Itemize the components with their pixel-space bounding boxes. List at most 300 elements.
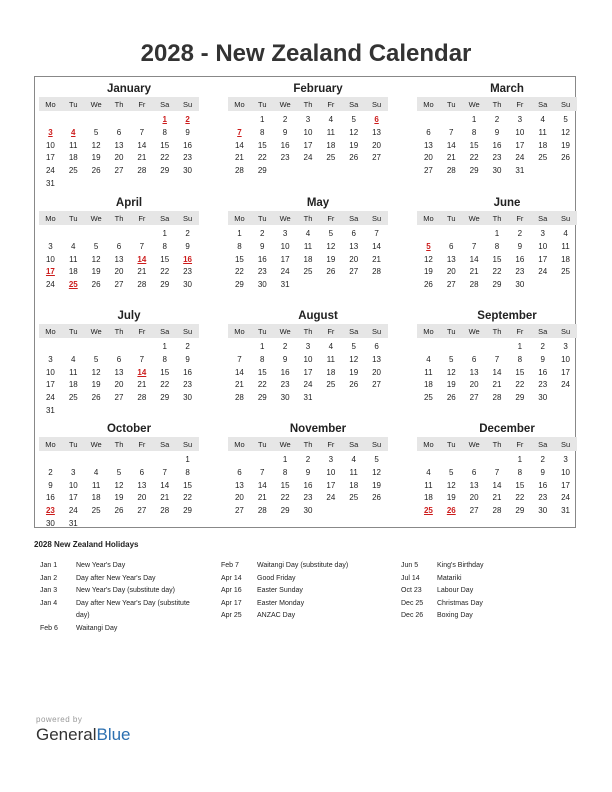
weekday-header [417, 324, 577, 338]
day-cell: 21 [234, 153, 244, 163]
empty-cell [417, 454, 440, 467]
day-cell: 17 [303, 140, 313, 150]
empty-cell [440, 454, 463, 467]
weekday-label: We [468, 439, 480, 449]
holiday-name: New Year's Day (substitute day) [76, 587, 175, 594]
day-cell: 22 [257, 380, 267, 390]
holiday-date-label: Oct 23 [401, 587, 422, 594]
day-cell: 13 [372, 354, 382, 364]
weekday-label: Mo [234, 439, 245, 449]
day-cell: 3 [517, 115, 523, 124]
day-cell: 18 [326, 367, 336, 377]
day-cell: 18 [561, 254, 571, 264]
day-grid [417, 341, 577, 405]
holiday-row [40, 623, 201, 636]
day-cell: 15 [257, 140, 267, 150]
holiday-date: 1 [162, 115, 167, 124]
day-cell: 3 [305, 115, 311, 124]
day-cell: 15 [234, 254, 244, 264]
day-cell: 2 [282, 115, 288, 124]
holiday-date-label: Jan 2 [40, 574, 58, 582]
day-cell: 24 [561, 380, 571, 390]
day-cell: 9 [282, 354, 288, 364]
empty-cell [62, 454, 85, 467]
holiday-row [40, 585, 201, 598]
day-cell: 25 [561, 267, 571, 277]
holiday-name: Christmas Day [437, 599, 483, 607]
weekday-label: Su [560, 439, 571, 449]
holiday-date-label: Apr 25 [221, 612, 242, 619]
day-cell: 10 [538, 241, 548, 251]
day-cell: 20 [469, 380, 479, 390]
weekday-label: Sa [538, 326, 548, 336]
day-cell: 24 [303, 380, 313, 390]
holiday-date-label: Jan 1 [40, 562, 58, 569]
day-cell: 14 [446, 140, 456, 150]
holiday-column [401, 560, 562, 623]
holiday-row [40, 573, 201, 586]
day-cell: 3 [305, 342, 311, 351]
holiday-date: 17 [45, 267, 55, 277]
weekday-label: Sa [160, 213, 170, 223]
empty-cell [62, 341, 85, 354]
day-cell: 10 [303, 354, 313, 364]
day-grid [39, 114, 199, 191]
day-cell: 3 [328, 455, 334, 464]
weekday-label: Fr [327, 439, 335, 449]
weekday-label: Sa [538, 213, 548, 223]
day-cell: 2 [260, 229, 265, 238]
day-cell: 8 [494, 241, 500, 251]
day-cell: 13 [114, 367, 124, 377]
holiday-row [221, 598, 382, 611]
holiday-row [40, 560, 201, 573]
day-cell: 9 [282, 127, 288, 137]
weekday-label: Sa [349, 99, 359, 109]
weekday-label: Su [182, 213, 193, 223]
day-cell: 9 [540, 354, 545, 364]
holiday-name: Good Friday [257, 574, 296, 582]
day-cell: 26 [561, 153, 571, 163]
day-cell: 31 [68, 518, 78, 528]
weekday-label: We [90, 326, 102, 336]
day-cell: 24 [68, 506, 78, 516]
day-cell: 19 [349, 140, 359, 150]
day-cell: 3 [48, 241, 53, 251]
day-cell: 10 [561, 467, 571, 477]
day-cell: 17 [561, 480, 571, 490]
day-cell: 17 [561, 367, 571, 377]
brand-logo: GeneralBlue [36, 725, 131, 744]
day-cell: 22 [492, 267, 502, 277]
holiday-date: 26 [446, 506, 456, 516]
empty-cell [85, 341, 108, 354]
month-september [417, 308, 577, 405]
day-cell: 17 [538, 254, 548, 264]
day-cell: 5 [351, 342, 356, 351]
day-cell: 2 [282, 342, 288, 351]
day-cell: 4 [328, 115, 334, 124]
day-grid [417, 228, 577, 292]
weekday-header [228, 324, 388, 338]
day-cell: 2 [494, 115, 500, 124]
day-cell: 10 [68, 480, 78, 490]
day-cell: 7 [237, 354, 242, 364]
day-cell: 5 [374, 455, 379, 464]
day-cell: 5 [93, 127, 99, 137]
day-cell: 26 [91, 280, 101, 290]
day-cell: 12 [326, 241, 336, 251]
holiday-date: 25 [68, 280, 78, 290]
day-cell: 23 [538, 380, 548, 390]
day-cell: 22 [469, 153, 479, 163]
weekday-label: Mo [234, 99, 245, 109]
month-name: September [477, 310, 537, 322]
holiday-date-label: Feb 7 [221, 562, 239, 569]
weekday-label: We [468, 213, 480, 223]
day-cell: 18 [68, 380, 78, 390]
holiday-name: King's Birthday [437, 562, 484, 569]
day-cell: 14 [257, 480, 267, 490]
day-cell: 8 [162, 127, 167, 137]
month-name: June [493, 197, 521, 209]
weekday-label: Su [560, 326, 571, 336]
day-cell: 22 [234, 267, 244, 277]
weekday-label: Tu [447, 213, 456, 223]
holiday-date-label: Jul 14 [401, 574, 420, 582]
day-cell: 7 [494, 467, 500, 477]
weekday-label: Mo [45, 213, 56, 223]
day-cell: 28 [137, 393, 147, 403]
day-cell: 18 [91, 493, 101, 503]
empty-cell [463, 228, 486, 241]
day-cell: 16 [257, 254, 267, 264]
day-cell: 17 [303, 367, 313, 377]
day-cell: 23 [515, 267, 525, 277]
day-cell: 5 [449, 467, 454, 477]
day-cell: 21 [492, 380, 502, 390]
day-cell: 13 [234, 480, 244, 490]
day-cell: 29 [160, 166, 170, 176]
day-cell: 22 [515, 493, 525, 503]
weekday-label: Tu [69, 99, 78, 109]
day-cell: 4 [426, 467, 431, 477]
holiday-date-label: Jun 5 [401, 562, 419, 569]
day-cell: 30 [538, 506, 548, 516]
day-grid [417, 114, 577, 178]
day-cell: 8 [237, 241, 242, 251]
day-cell: 14 [137, 140, 147, 150]
weekday-label: Tu [69, 439, 78, 449]
day-cell: 19 [372, 480, 382, 490]
day-cell: 20 [372, 367, 382, 377]
day-cell: 11 [326, 127, 335, 137]
holiday-name: Waitangi Day [76, 624, 118, 632]
day-cell: 7 [449, 127, 454, 137]
day-cell: 6 [426, 127, 431, 137]
weekday-label: Sa [160, 326, 170, 336]
day-cell: 18 [349, 480, 359, 490]
empty-cell [251, 454, 274, 467]
day-cell: 22 [160, 153, 170, 163]
weekday-label: We [279, 213, 291, 223]
holiday-date: 14 [137, 254, 147, 264]
weekday-label: Mo [45, 439, 56, 449]
holiday-date-label: Feb 6 [40, 624, 58, 632]
day-cell: 5 [449, 354, 454, 364]
day-cell: 22 [515, 380, 525, 390]
weekday-label: Th [492, 99, 502, 109]
weekday-label: We [468, 326, 480, 336]
day-cell: 6 [116, 127, 122, 137]
day-cell: 2 [48, 467, 53, 477]
day-cell: 29 [160, 393, 170, 403]
month-name: July [117, 310, 141, 322]
holiday-name: Day after New Year's Day [76, 574, 156, 582]
day-cell: 21 [492, 493, 502, 503]
weekday-label: Su [371, 99, 382, 109]
weekday-label: Fr [327, 213, 335, 223]
month-name: November [289, 423, 347, 435]
day-cell: 9 [185, 241, 190, 251]
month-name: April [115, 197, 143, 209]
weekday-label: Tu [258, 99, 267, 109]
day-cell: 21 [372, 254, 382, 264]
day-cell: 23 [280, 380, 290, 390]
day-cell: 11 [424, 480, 433, 490]
weekday-label: Tu [447, 439, 456, 449]
weekday-label: Mo [423, 326, 434, 336]
holiday-column [221, 560, 382, 623]
day-cell: 10 [45, 367, 55, 377]
footer-brand[interactable] [36, 715, 131, 745]
month-march [417, 81, 577, 178]
day-cell: 6 [449, 241, 454, 251]
day-cell: 29 [515, 506, 525, 516]
weekday-label: We [468, 99, 480, 109]
day-cell: 30 [183, 393, 193, 403]
day-cell: 13 [372, 127, 382, 137]
day-cell: 29 [469, 166, 479, 176]
holiday-row [221, 585, 382, 598]
month-name: January [106, 83, 152, 95]
day-cell: 24 [45, 280, 55, 290]
weekday-label: Fr [138, 99, 146, 109]
day-cell: 11 [69, 140, 78, 150]
weekday-label: Th [114, 99, 124, 109]
day-cell: 22 [280, 493, 290, 503]
holiday-date-label: Apr 17 [221, 599, 242, 607]
day-cell: 11 [424, 367, 433, 377]
weekday-label: Sa [349, 326, 359, 336]
day-cell: 14 [492, 480, 502, 490]
day-cell: 6 [471, 467, 477, 477]
weekday-label: Fr [516, 439, 524, 449]
day-cell: 13 [469, 367, 479, 377]
weekday-header [39, 324, 199, 338]
weekday-label: Mo [234, 213, 245, 223]
month-november [228, 421, 388, 518]
day-cell: 15 [515, 480, 525, 490]
day-cell: 27 [372, 153, 382, 163]
day-cell: 20 [446, 267, 456, 277]
day-cell: 1 [260, 342, 265, 351]
day-cell: 4 [71, 241, 76, 251]
day-cell: 11 [538, 127, 547, 137]
day-cell: 28 [257, 506, 267, 516]
day-cell: 19 [446, 380, 456, 390]
empty-cell [39, 228, 62, 241]
empty-cell [417, 114, 440, 127]
day-cell: 14 [492, 367, 502, 377]
weekday-label: Fr [516, 326, 524, 336]
empty-cell [440, 228, 463, 241]
month-december [417, 421, 577, 518]
empty-cell [130, 228, 153, 241]
weekday-label: Th [303, 99, 313, 109]
day-cell: 28 [137, 280, 147, 290]
day-cell: 27 [372, 380, 382, 390]
day-cell: 15 [160, 254, 170, 264]
weekday-header [228, 211, 388, 225]
day-cell: 6 [351, 229, 356, 238]
holiday-row [401, 610, 562, 623]
holiday-name: Easter Monday [257, 599, 305, 607]
day-cell: 9 [494, 127, 500, 137]
day-cell: 4 [71, 354, 76, 364]
weekday-label: Fr [327, 99, 335, 109]
weekday-label: Tu [447, 326, 456, 336]
day-cell: 29 [280, 506, 290, 516]
day-cell: 25 [68, 166, 78, 176]
weekday-label: Tu [69, 213, 78, 223]
day-cell: 3 [48, 354, 53, 364]
weekday-label: We [279, 99, 291, 109]
day-cell: 1 [185, 455, 190, 464]
day-cell: 17 [280, 254, 290, 264]
holiday-date-label: Dec 26 [401, 612, 424, 619]
holiday-name: Easter Sunday [257, 587, 303, 594]
weekday-label: Mo [45, 326, 56, 336]
day-cell: 2 [540, 342, 545, 351]
day-grid [39, 341, 199, 418]
day-cell: 23 [183, 380, 193, 390]
day-cell: 16 [280, 367, 290, 377]
day-cell: 31 [280, 280, 290, 290]
day-cell: 13 [469, 480, 479, 490]
month-february [228, 81, 388, 178]
empty-cell [228, 341, 251, 354]
empty-cell [108, 341, 131, 354]
weekday-label: Fr [138, 213, 146, 223]
month-name: August [298, 310, 338, 322]
day-cell: 2 [185, 342, 190, 351]
day-cell: 15 [160, 140, 170, 150]
day-cell: 20 [234, 493, 244, 503]
day-cell: 8 [517, 467, 523, 477]
day-cell: 18 [303, 254, 313, 264]
holiday-row [221, 573, 382, 586]
day-cell: 21 [469, 267, 479, 277]
month-name: February [293, 83, 343, 95]
empty-cell [486, 454, 509, 467]
day-cell: 19 [423, 267, 433, 277]
day-cell: 16 [515, 254, 525, 264]
month-august [228, 308, 388, 405]
empty-cell [108, 454, 131, 467]
weekday-label: Tu [447, 99, 456, 109]
weekday-label: Su [560, 213, 571, 223]
day-cell: 12 [372, 467, 382, 477]
weekday-label: Th [303, 213, 313, 223]
day-cell: 2 [540, 455, 545, 464]
day-cell: 19 [114, 493, 124, 503]
day-cell: 1 [471, 115, 477, 124]
weekday-label: We [90, 213, 102, 223]
day-cell: 1 [162, 342, 167, 351]
day-cell: 27 [114, 393, 124, 403]
day-cell: 19 [91, 153, 101, 163]
day-cell: 4 [305, 229, 311, 238]
day-cell: 10 [326, 467, 336, 477]
day-cell: 31 [45, 178, 55, 188]
day-cell: 18 [423, 493, 433, 503]
day-cell: 26 [372, 493, 382, 503]
holiday-date-label: Jan 3 [40, 587, 58, 594]
day-grid [417, 454, 577, 518]
weekday-label: Fr [516, 99, 524, 109]
day-cell: 23 [183, 153, 193, 163]
day-cell: 25 [91, 506, 101, 516]
weekday-label: Th [114, 326, 124, 336]
day-cell: 10 [45, 254, 55, 264]
weekday-header [228, 437, 388, 451]
day-cell: 28 [492, 506, 502, 516]
day-cell: 12 [446, 367, 456, 377]
day-cell: 25 [303, 267, 313, 277]
weekday-label: Tu [258, 326, 267, 336]
empty-cell [130, 454, 153, 467]
weekday-label: Sa [349, 213, 359, 223]
day-cell: 7 [471, 241, 477, 251]
empty-cell [39, 341, 62, 354]
day-cell: 4 [93, 467, 99, 477]
day-cell: 16 [280, 140, 290, 150]
day-cell: 22 [257, 153, 267, 163]
month-name: December [479, 423, 535, 435]
holiday-date: 6 [374, 115, 379, 124]
day-cell: 26 [423, 280, 433, 290]
day-cell: 12 [349, 354, 359, 364]
day-cell: 5 [116, 467, 122, 477]
day-cell: 29 [160, 280, 170, 290]
day-cell: 31 [45, 405, 55, 415]
holiday-row [221, 560, 382, 573]
holiday-row [401, 585, 562, 598]
day-grid [228, 454, 388, 518]
day-cell: 9 [305, 467, 311, 477]
day-cell: 16 [303, 480, 313, 490]
month-name: March [490, 83, 524, 95]
day-cell: 26 [114, 506, 124, 516]
day-cell: 7 [139, 127, 145, 137]
day-cell: 10 [515, 127, 525, 137]
day-cell: 6 [374, 342, 379, 351]
day-cell: 14 [160, 480, 170, 490]
day-cell: 20 [114, 153, 124, 163]
day-cell: 3 [563, 455, 568, 464]
day-cell: 2 [185, 229, 190, 238]
